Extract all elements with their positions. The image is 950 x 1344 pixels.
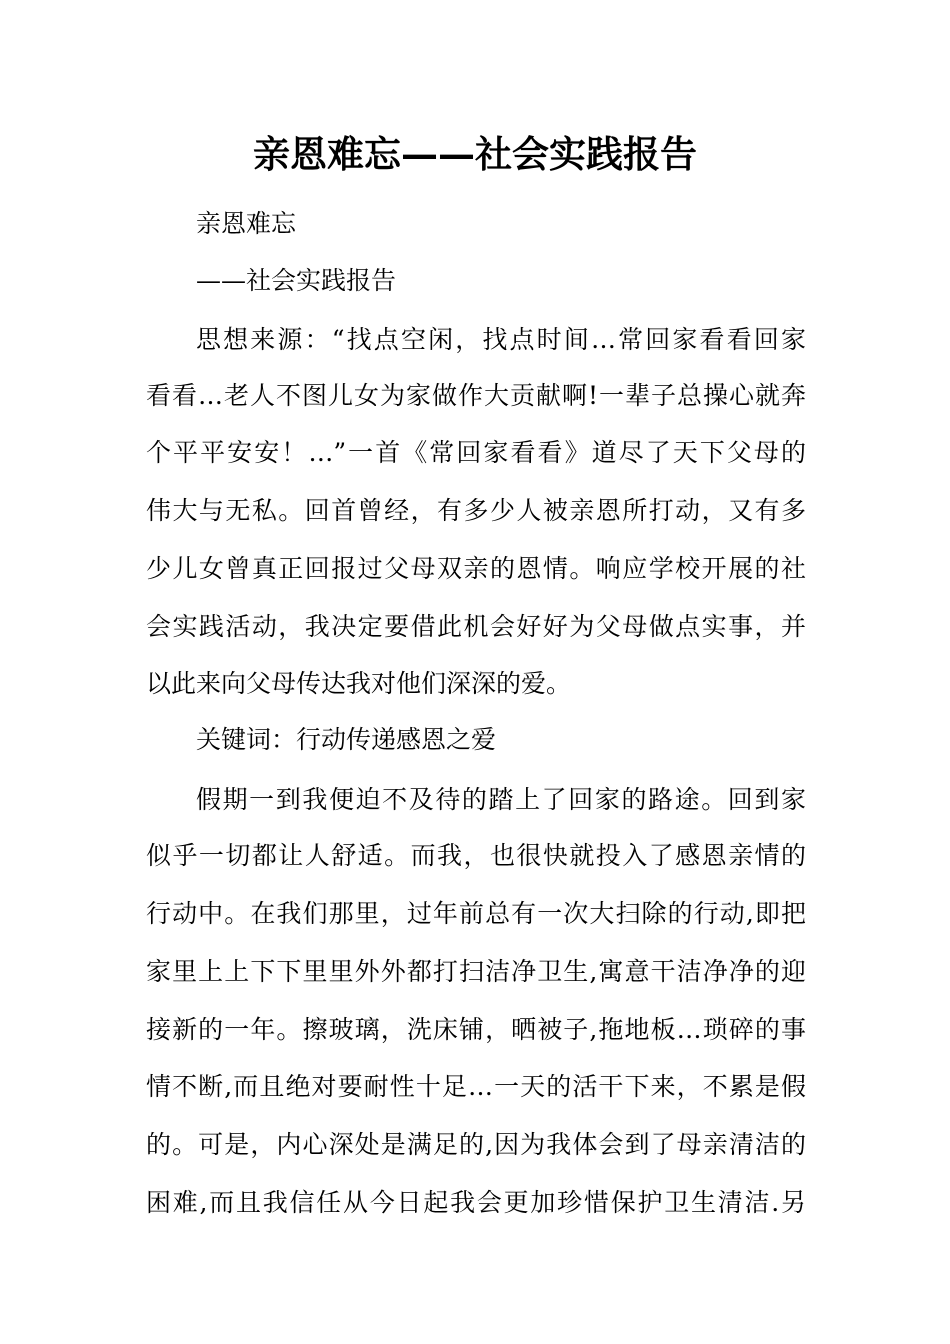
paragraph-1-line: 少儿女曾真正回报过父母双亲的恩情。响应学校开展的社: [146, 554, 806, 583]
paragraph-2-line: 家里上上下下里里外外都打扫洁净卫生,寓意干洁净净的迎: [146, 957, 806, 986]
paragraph-2-line: 情不断,而且绝对要耐性十足…一天的活干下来，不累是假: [146, 1072, 806, 1101]
paragraph-2-line: 假期一到我便迫不及待的踏上了回家的路途。回到家: [196, 785, 806, 814]
subtitle-line-1: 亲恩难忘: [196, 209, 297, 238]
paragraph-1-line: 伟大与无私。回首曾经，有多少人被亲恩所打动，又有多: [146, 496, 806, 525]
paragraph-1-line: 思想来源：“找点空闲，找点时间…常回家看看回家: [196, 325, 806, 354]
paragraph-2-line: 似乎一切都让人舒适。而我，也很快就投入了感恩亲情的: [146, 841, 806, 870]
paragraph-2-line: 的。可是，内心深处是满足的,因为我体会到了母亲清洁的: [146, 1130, 806, 1159]
subtitle-line-2: ——社会实践报告: [196, 266, 397, 295]
paragraph-2-line: 行动中。在我们那里，过年前总有一次大扫除的行动,即把: [146, 899, 806, 928]
keywords-line: 关键词：行动传递感恩之爱: [196, 725, 497, 754]
paragraph-1-line: 会实践活动，我决定要借此机会好好为父母做点实事，并: [146, 612, 806, 641]
paragraph-2-line: 困难,而且我信任从今日起我会更加珍惜保护卫生清洁.另: [146, 1188, 806, 1217]
paragraph-1-line: 个平平安安！…”一首《常回家看看》道尽了天下父母的: [146, 438, 806, 467]
document-title: 亲恩难忘——社会实践报告: [253, 132, 697, 176]
paragraph-1-line: 以此来向父母传达我对他们深深的爱。: [146, 669, 572, 698]
paragraph-1-line: 看看…老人不图儿女为家做作大贡献啊!一辈子总操心就奔: [146, 381, 806, 410]
paragraph-2-line: 接新的一年。擦玻璃，洗床铺，晒被子,拖地板…琐碎的事: [146, 1015, 806, 1044]
